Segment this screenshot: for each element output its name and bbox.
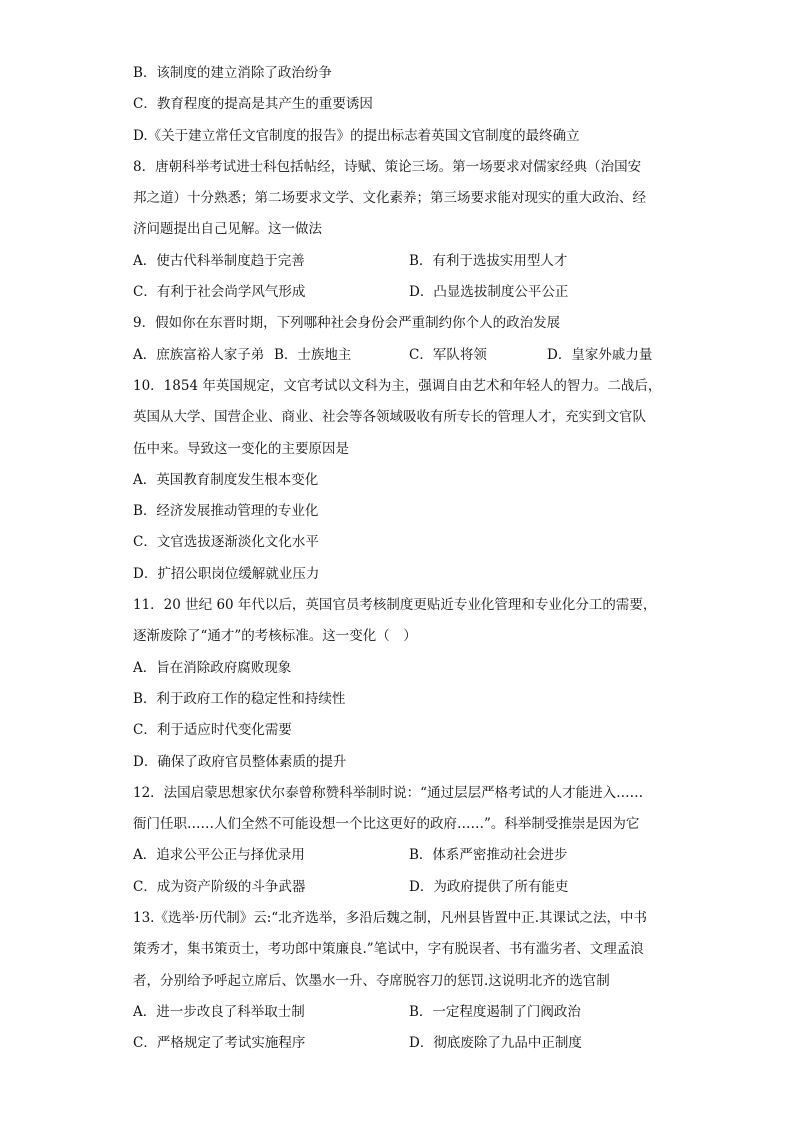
question-stem: 伍中来。导致这一变化的主要原因是	[133, 440, 349, 457]
question-12	[133, 778, 673, 903]
question-stem: 英国从大学、国营企业、商业、社会等各领域吸收有所专长的管理人才，充实到文官队	[133, 409, 646, 426]
option-c: C．利于适应时代变化需要	[133, 722, 292, 739]
option-d: D．凸显选拔制度公平公正	[409, 284, 569, 301]
question-stem: 13.《选举·历代制》云:“北齐选举，多沿后魏之制，凡州县皆置中正.其课试之法，中书	[133, 910, 648, 927]
option-c: C．军队将领	[409, 346, 487, 363]
option-row	[133, 872, 673, 903]
question-8	[133, 152, 673, 308]
option-b: B．体系严密推动社会进步	[409, 847, 568, 864]
question-stem: 逐渐废除了“通才”的考核标准。这一变化（ ）	[133, 628, 417, 645]
option-d: D．确保了政府官员整体素质的提升	[133, 753, 347, 770]
option-c: C．成为资产阶级的斗争武器	[133, 878, 306, 895]
question-stem: 济问题提出自己见解。这一做法	[133, 221, 322, 238]
option-b: B．一定程度遏制了门阀政治	[409, 1003, 581, 1020]
option-b: B．经济发展推动管理的专业化	[133, 503, 319, 520]
question-stem: 12．法国启蒙思想家伏尔泰曾称赞科举制时说：“通过层层严格考试的人才能进入……	[133, 784, 644, 801]
option-d: D．彻底废除了九品中正制度	[409, 1035, 582, 1052]
option-row	[133, 1028, 673, 1059]
exam-page	[133, 58, 673, 1060]
question-stem: 9．假如你在东晋时期，下列哪种社会身份会严重制约你个人的政治发展	[133, 315, 561, 332]
option-c: C．严格规定了考试实施程序	[133, 1035, 306, 1052]
question-stem: 11．20 世纪 60 年代以后，英国官员考核制度更贴近专业化管理和专业化分工的需要，	[133, 597, 657, 614]
option-row	[133, 246, 673, 277]
question-stem: 策秀才，集书策贡士，考功郎中策廉良.”笔试中，字有脱误者、书有滥劣者、文理孟浪	[133, 941, 644, 958]
question-stem: 10．1854 年英国规定，文官考试以文科为主，强调自由艺术和年轻人的智力。二战后，	[133, 377, 662, 394]
option-c: C．有利于社会尚学风气形成	[133, 284, 306, 301]
option-row	[133, 277, 673, 308]
question-11	[133, 590, 673, 778]
question-9	[133, 308, 673, 371]
option-row	[133, 340, 673, 371]
option-a: A．进一步改良了科举取士制	[133, 1003, 305, 1020]
question-stem: 者，分别给予呼起立席后、饮墨水一升、夺席脱容刀的惩罚.这说明北齐的选官制	[133, 972, 610, 989]
option-a: A．使古代科举制度趋于完善	[133, 252, 305, 269]
option-a: A．英国教育制度发生根本变化	[133, 471, 319, 488]
option-d: D．为政府提供了所有能吏	[409, 878, 569, 895]
option-b: B．士族地主	[274, 346, 352, 363]
option-c: C．文官选拔逐渐淡化文化水平	[133, 534, 319, 551]
option-row	[133, 840, 673, 871]
option-d: D．扩招公职岗位缓解就业压力	[133, 565, 320, 582]
option-b: B．利于政府工作的稳定性和持续性	[133, 690, 346, 707]
option-a: A．庶族富裕人家子弟	[133, 346, 265, 363]
q7-option-d: D.《关于建立常任文官制度的报告》的提出标志着英国文官制度的最终确立	[133, 127, 580, 144]
question-stem: 8．唐朝科举考试进士科包括帖经，诗赋、策论三场。第一场要求对儒家经典（治国安	[133, 158, 642, 175]
option-a: A．旨在消除政府腐败现象	[133, 659, 292, 676]
option-row	[133, 997, 673, 1028]
question-stem: 衙门任职……人们全然不可能设想一个比这更好的政府……”。科举制受推崇是因为它	[133, 816, 640, 833]
option-d: D．皇家外戚力量	[547, 346, 653, 363]
q7-option-c: C．教育程度的提高是其产生的重要诱因	[133, 96, 373, 113]
question-13	[133, 903, 673, 1059]
q7-option-b: B．该制度的建立消除了政治纷争	[133, 65, 332, 81]
question-10	[133, 371, 673, 590]
option-b: B．有利于选拔实用型人才	[409, 252, 568, 269]
option-a: A．追求公平公正与择优录用	[133, 847, 305, 864]
question-stem: 邦之道）十分熟悉；第二场要求文学、文化素养；第三场要求能对现实的重大政治、经	[133, 190, 646, 207]
